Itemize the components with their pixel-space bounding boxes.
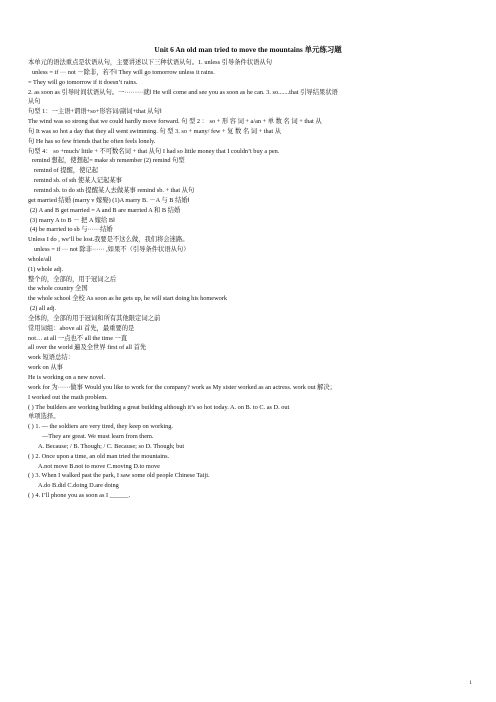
text-line: unless = if ··· not －除非，若不‖ They will go tomorrow unless it rains. — [32, 68, 215, 76]
text-line: (3) marry A to B － 把 A 嫁给 B‖ — [30, 216, 115, 224]
text-line: 句 He has so few friends that he often feels lonely. — [28, 137, 156, 145]
text-line: 单项选择。 — [28, 413, 60, 421]
text-line: I worked out the math problem. — [28, 393, 108, 401]
text-line: A.do B.did C.doing D.are doing — [38, 482, 119, 490]
text-line: the whole school 全校 As soon as he gets up, he will start doing his homework — [28, 295, 228, 303]
text-line: Unless I do , we’ll be lost.我要是不这么做，我们将会迷路。 — [28, 236, 189, 244]
text-line: work 短语总结： — [28, 354, 74, 362]
page-number: 1 — [469, 680, 472, 686]
text-line: (2) all adj. — [30, 305, 57, 313]
document-body — [28, 58, 472, 501]
text-line: (2) A and B get married = A and B are married A 和 B 结婚 — [30, 206, 181, 214]
text-line: remind 想起，使想起= make sb remember (2) remind 句型 — [32, 157, 185, 165]
text-line: 常用词组：above all 首先，最重要的是 — [28, 324, 135, 332]
text-line: all over the world 遍及全世界 first of all 首先 — [28, 344, 147, 352]
text-line: remind sb. to do sth 提醒某人去做某事 remind sb. + that 从句 — [34, 186, 195, 194]
text-line: He is working on a new novel. — [28, 374, 106, 381]
text-line: ( ) 4. I’ll phone you as soon as I ______. — [28, 492, 131, 500]
text-line: remind of 提醒，使记起 — [34, 167, 99, 175]
text-line: work for 为······做事 Would you like to work for the company? work as My sister worked as an actress. work out 解决； — [28, 383, 336, 391]
text-line: the whole country 全国 — [28, 285, 88, 293]
text-line: 句型 4： so +much/ little + 不可数名词 + that 从句 I had so little money that I couldn’t buy a pen. — [28, 147, 280, 155]
text-line: A.not move B.not to move C.moving D.to move — [38, 462, 160, 470]
text-line: 2. as soon as 引导时间状语从句。一·········就‖ He will come and see you as soon as he can. 3. so.......that 引导结果状语 — [28, 88, 338, 96]
text-line: not… at all 一点也不 all the time 一直 — [28, 334, 128, 342]
text-line: 句 It was so hot a day that they all went swimming. 句 型 3. so + many/ few + 复 数 名 词 + that 从 — [28, 127, 282, 135]
text-line: 从句 — [28, 98, 41, 106]
text-line: 整个的，全部的，用于冠词之后 — [28, 275, 117, 283]
text-line: work on 从事 — [28, 364, 63, 372]
text-line: 本单元的语法重点是状语从句，主要讲述以下三种状语从句。1. unless 引导条件状语从句 — [28, 59, 273, 66]
text-line: ( ) 2. Once upon a time, an old man tried the mountains. — [28, 452, 170, 460]
text-line: A. Because; / B. Though; / C. Because; so D. Though; but — [38, 442, 185, 450]
text-line: 全体的，全部的用于冠词和所有其他限定词之前 — [28, 314, 161, 322]
text-line: = They will go tomorrow if it doesn’t rains. — [28, 78, 138, 86]
text-line: The wind was so strong that we could hardly move forward. 句 型 2 ： so + 形 容 词 + a/an + 单 数 名 词 + that 从 — [28, 118, 322, 126]
text-line: get married 结婚 (marry v 嫁娶) (1)A marry B. －A 与 B 结婚‖ — [28, 196, 190, 204]
text-line: —They are great. We must learn from them. — [42, 433, 154, 441]
text-line: ( ) 1. — the soldiers are very tired, they keep on working. — [28, 423, 173, 431]
text-line: (1) whole adj. — [28, 265, 64, 273]
text-line: remind sb. of sth 使某人记起某事 — [34, 177, 122, 185]
text-line: (4) be married to sb 与······结婚 — [30, 226, 113, 234]
text-line: ( ) 3. When I walked past the park, I saw some old people Chinese Taiji. — [28, 472, 210, 480]
page-title: Unit 6 An old man tried to move the mountains 单元练习题 — [154, 45, 342, 54]
text-line: 句型 1：一主语+谓语+so+形容词/副词+that 从句‖ — [28, 108, 162, 116]
text-line: ( ) The builders are working building a great building although it’s so hot today. A. on B. to C. as D. out — [28, 403, 290, 411]
text-line: whole/all — [28, 255, 52, 263]
text-line: unless = if ··· not 除非······ ,如果不（引导条件状语从句） — [34, 246, 190, 254]
